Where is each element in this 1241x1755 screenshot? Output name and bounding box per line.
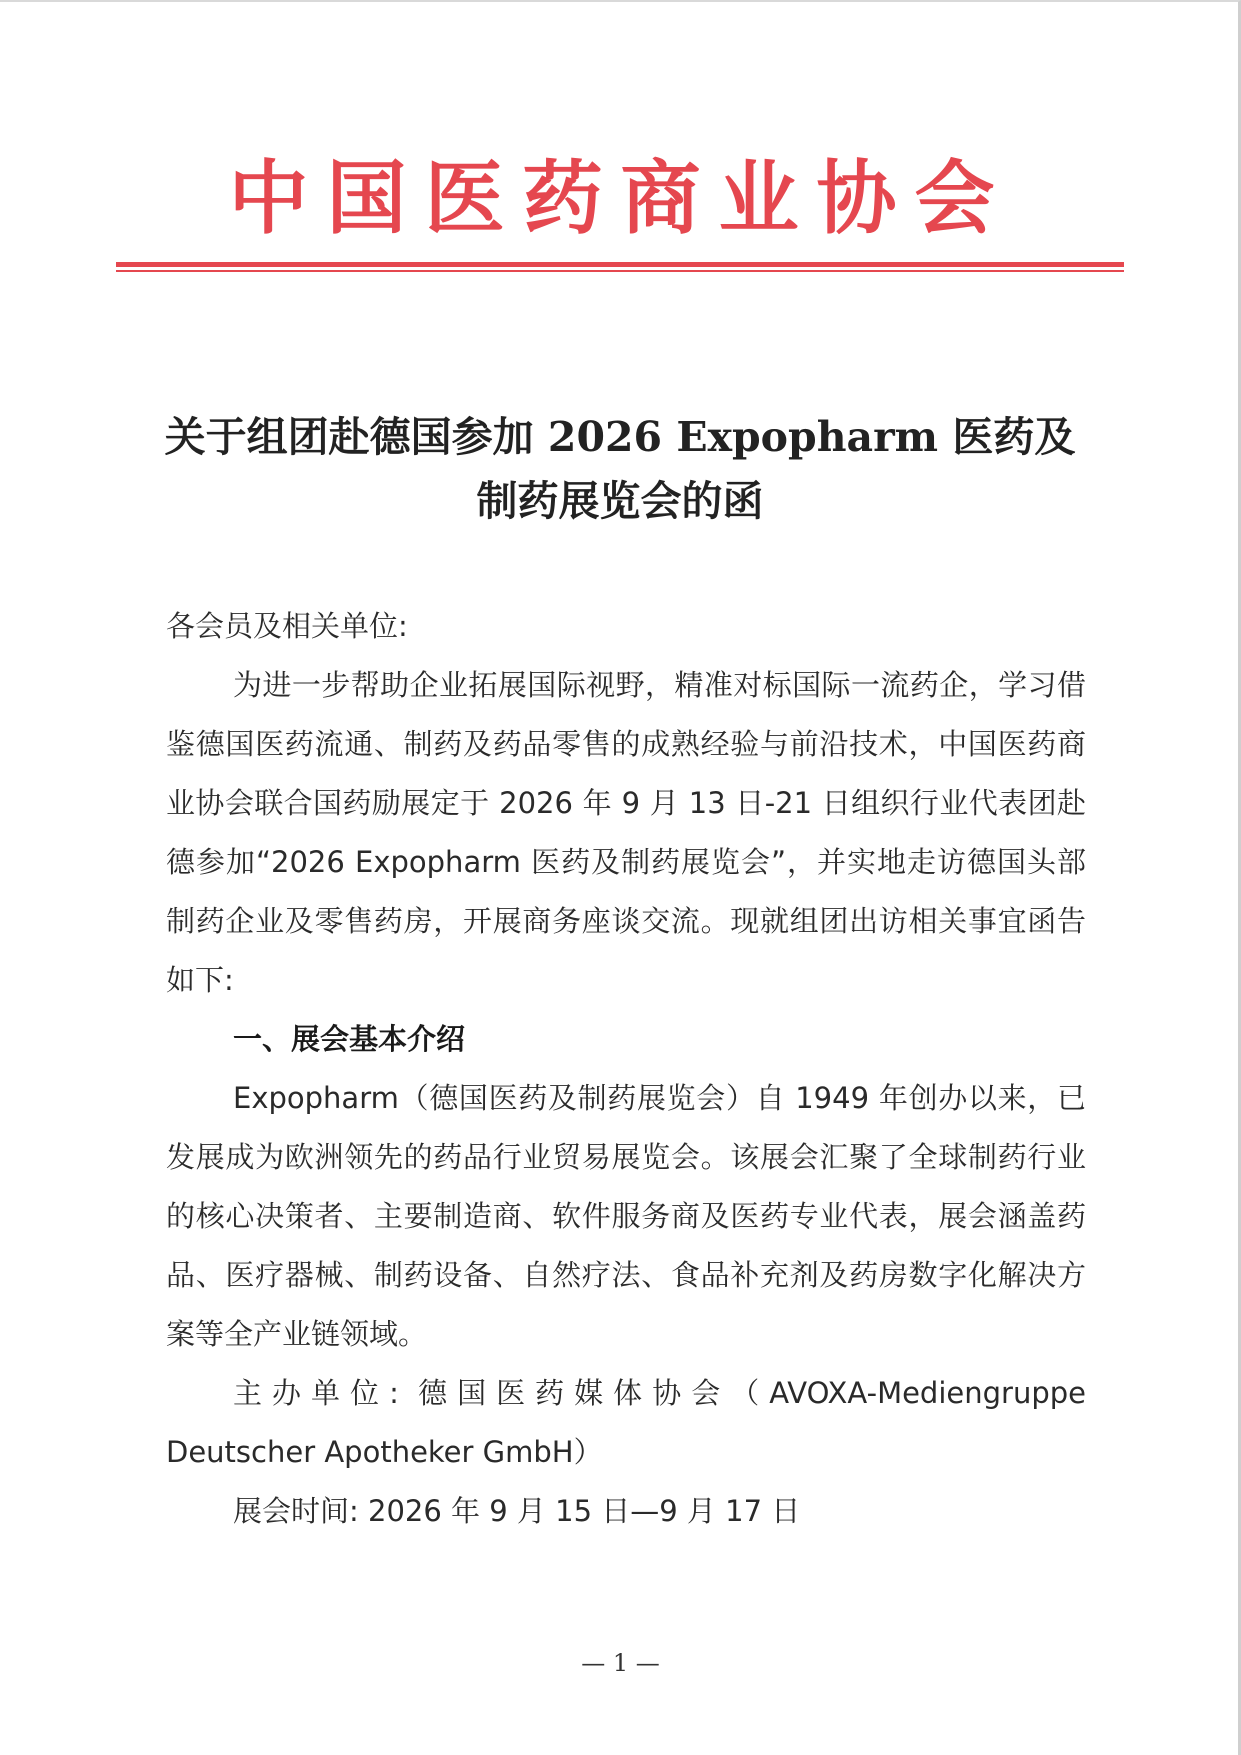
intro-paragraph: 为进一步帮助企业拓展国际视野，精准对标国际一流药企，学习借鉴德国医药流通、制药及药品零售的成熟经验与前沿技术，中国医药商业协会联合国药励展定于 2026 年 9 月 13 日-21 日组织行业代表团赴德参加“2026 Expopharm 医药及制药展览会”，并实地走访德国头部制药企业及零售药房，开展商务座谈交流。现就组团出访相关事宜函告如下:	[166, 668, 1086, 997]
organizer-line: 主办单位: 德国医药媒体协会（AVOXA-Mediengruppe Deutscher Apotheker GmbH）	[166, 1376, 1086, 1469]
section-1-paragraph: Expopharm（德国医药及制药展览会）自 1949 年创办以来，已发展成为欧洲领先的药品行业贸易展览会。该展会汇聚了全球制药行业的核心决策者、主要制造商、软件服务商及医药专业代表，展会涵盖药品、医疗器械、制药设备、自然疗法、食品补充剂及药房数字化解决方案等全产业链领域。	[166, 1081, 1086, 1351]
document-body	[166, 597, 1086, 1541]
letterhead-org-name: 中国医药商业协会	[228, 151, 1013, 245]
letterhead-rule-thin	[116, 270, 1124, 272]
title-line-2: 制药展览会的函	[476, 477, 764, 525]
letterhead-rule-thick	[116, 262, 1124, 267]
exhibition-time-line: 展会时间: 2026 年 9 月 15 日—9 月 17 日	[233, 1494, 801, 1528]
page-number: — 1 —	[581, 1649, 660, 1677]
document-title	[130, 405, 1110, 533]
section-1-heading: 一、展会基本介绍	[233, 1022, 466, 1056]
salutation: 各会员及相关单位:	[166, 609, 408, 643]
title-line-1: 关于组团赴德国参加 2026 Expopharm 医药及	[164, 413, 1076, 461]
